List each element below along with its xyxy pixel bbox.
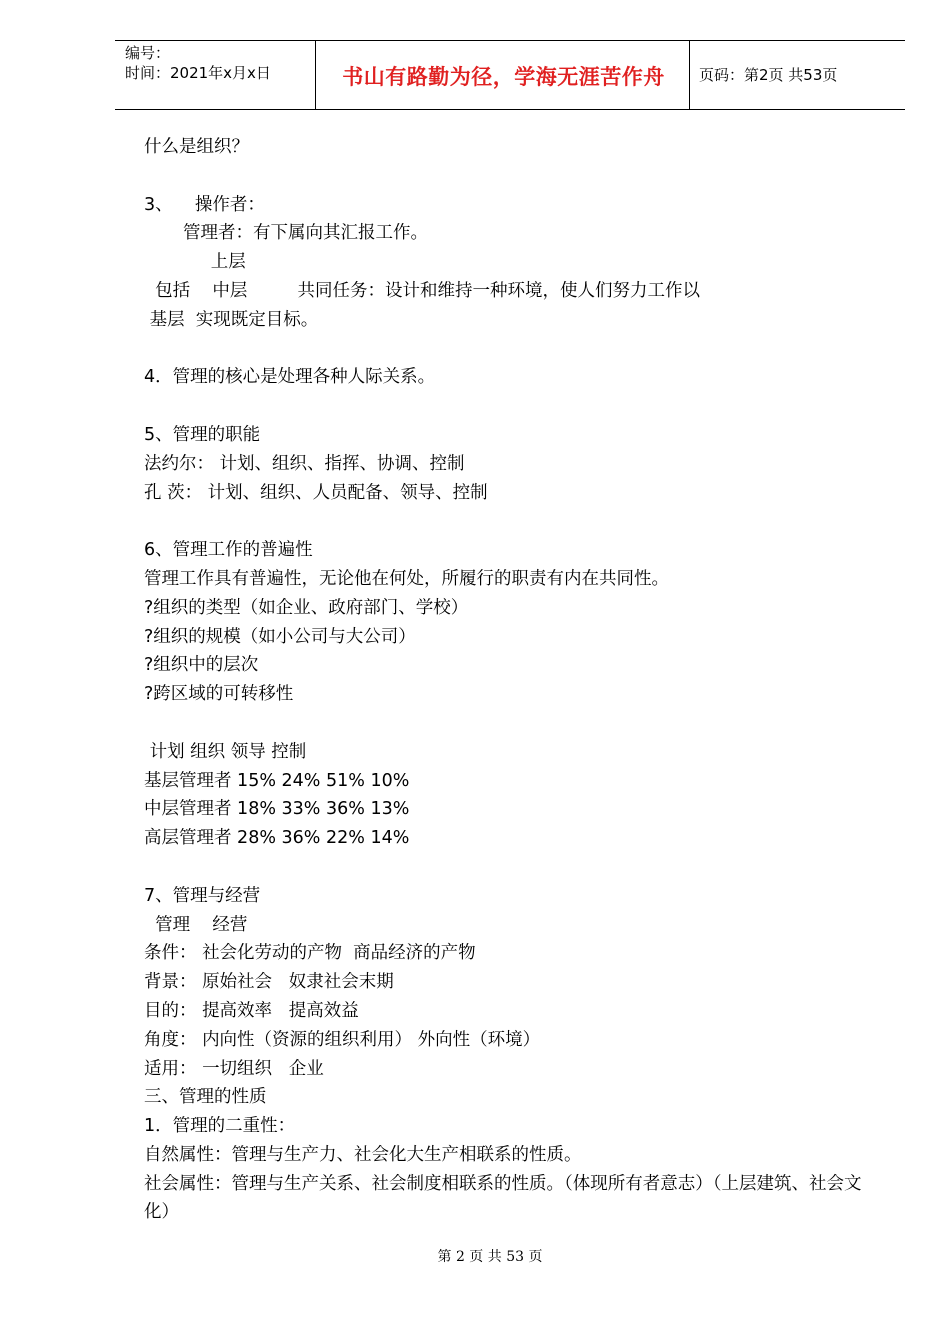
section-heading: 5、管理的职能 xyxy=(144,424,261,445)
text-line: 什么是组织？ xyxy=(144,137,249,157)
list-item: ?组织中的层次 xyxy=(144,655,259,676)
text-line xyxy=(144,853,874,882)
text-line: 条件： 社会化劳动的产物 商品经济的产物 xyxy=(144,943,476,964)
text-line: 社会属性：管理与生产关系、社会制度相联系的性质。（体现所有者意志）（上层建筑、社会文化） xyxy=(144,1173,862,1223)
text-line: 角度： 内向性（资源的组织利用） 外向性（环境） xyxy=(144,1029,541,1050)
text-line: 3、 操作者： xyxy=(144,194,265,215)
section-heading: 三、管理的性质 xyxy=(144,1087,267,1108)
text-line: 管理工作具有普遍性，无论他在何处，所履行的职责有内在共同性。 xyxy=(144,568,669,589)
section-heading: 6、管理工作的普遍性 xyxy=(144,540,313,561)
list-item: ?组织的规模（如小公司与大公司） xyxy=(144,626,416,647)
document-body xyxy=(144,133,874,1227)
text-line xyxy=(144,709,874,738)
header-motto: 书山有路勤为径，学海无涯苦作舟 xyxy=(342,64,665,89)
serial-label: 编号： xyxy=(125,44,171,62)
table-row: 基层管理者 15% 24% 51% 10% xyxy=(144,770,410,791)
text-line: 背景： 原始社会 奴隶社会末期 xyxy=(144,972,394,993)
text-line xyxy=(144,392,874,421)
header-divider xyxy=(315,41,316,109)
text-line: 目的： 提高效率 提高效益 xyxy=(144,1000,359,1021)
text-line xyxy=(144,335,874,364)
list-item: ?跨区域的可转移性 xyxy=(144,684,294,705)
header-meta xyxy=(125,43,271,83)
page-footer: 第 2 页 共 53 页 xyxy=(437,1249,543,1265)
text-line: 包括 中层 共同任务：设计和维持一种环境，使人们努力工作以 xyxy=(144,280,700,301)
header-divider xyxy=(689,41,690,109)
text-line: 管理 经营 xyxy=(144,914,248,935)
text-line xyxy=(144,162,874,191)
table-row: 高层管理者 28% 36% 22% 14% xyxy=(144,828,410,849)
page-header xyxy=(115,40,905,110)
text-line: 4．管理的核心是处理各种人际关系。 xyxy=(144,367,436,388)
text-line: 上层 xyxy=(144,252,246,273)
table-header: 计划 组织 领导 控制 xyxy=(144,741,307,762)
header-page-info: 页码：第2页 共53页 xyxy=(699,66,838,84)
text-line xyxy=(144,507,874,536)
time-label: 时间：2021年x月x日 xyxy=(125,64,271,82)
section-heading: 7、管理与经营 xyxy=(144,885,261,906)
text-line: 管理者：有下属向其汇报工作。 xyxy=(144,223,428,244)
list-item: ?组织的类型（如企业、政府部门、学校） xyxy=(144,597,469,618)
text-line: 适用： 一切组织 企业 xyxy=(144,1058,324,1079)
text-line: 基层 实现既定目标。 xyxy=(144,309,319,330)
text-line: 1．管理的二重性： xyxy=(144,1116,296,1137)
table-row: 中层管理者 18% 33% 36% 13% xyxy=(144,799,410,820)
text-line: 孔 茨： 计划、组织、人员配备、领导、控制 xyxy=(144,482,488,503)
text-line: 自然属性：管理与生产力、社会化大生产相联系的性质。 xyxy=(144,1144,582,1165)
text-line: 法约尔： 计划、组织、指挥、协调、控制 xyxy=(144,453,465,474)
